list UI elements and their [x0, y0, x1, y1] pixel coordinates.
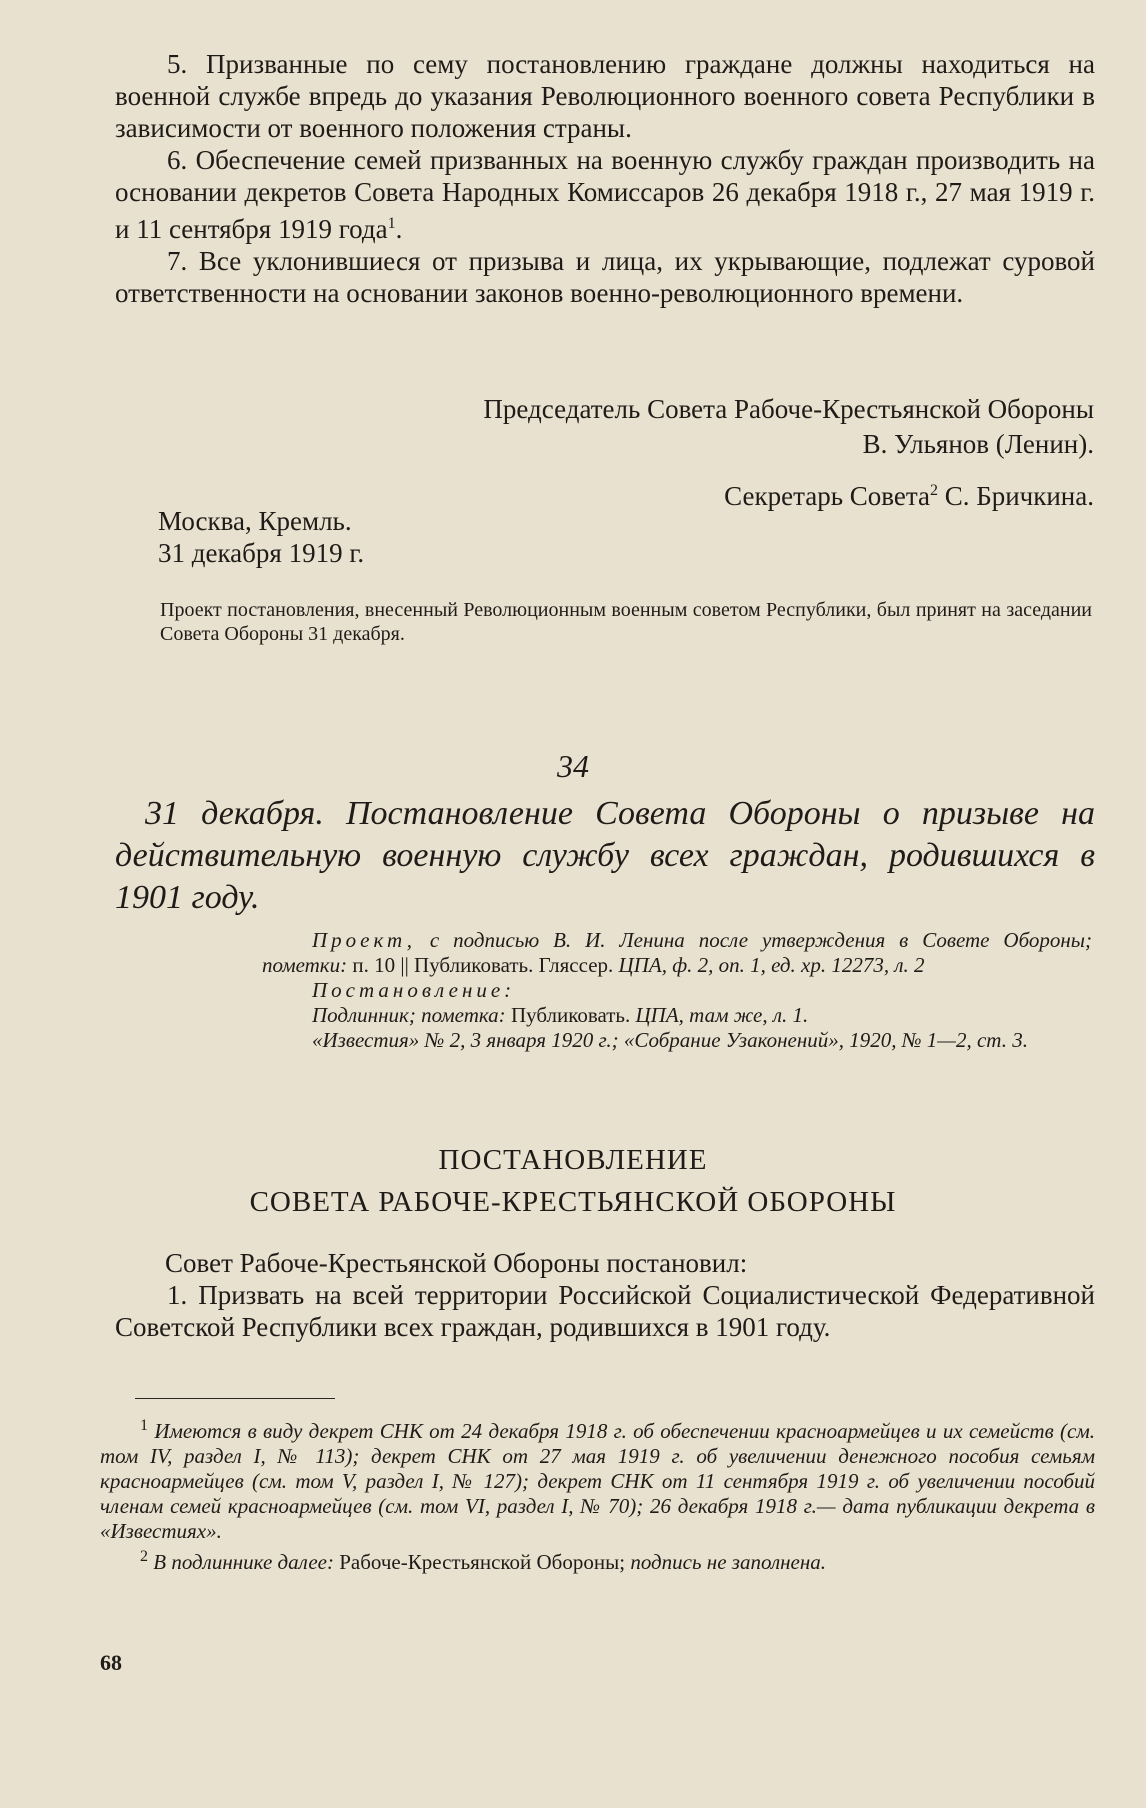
- date: 31 декабря 1919 г.: [158, 538, 365, 568]
- source-note: Проект, с подписью В. И. Ленина после утверждения в Совете Обороны; пометки: п. 10 || Публиковать. Гляссер. ЦПА, ф. 2, оп. 1, ед. хр. 12273, л. 2 Постановление: Подлинник; пометка: Публиковать. ЦПА, там же, л. 1. «Известия» № 2, 3 января 1920 г.; «Собрание Узаконений», 1920, № 1—2, ст. 3.: [262, 928, 1092, 1052]
- document-number: 34: [557, 748, 589, 784]
- footnotes: [100, 1413, 1095, 1575]
- chair-name: В. Ульянов (Ленин).: [862, 429, 1094, 459]
- paragraph-5: 5. Призванные по сему постановлению граждане должны находиться на военной службе впредь до указания Революционного военного совета Республики в зависимости от военного положения страны.: [115, 49, 1095, 143]
- footnote-2: $^2$ В подлиннике далее: Рабоче-Крестьянской Обороны; подпись не заполнена.: [140, 1548, 827, 1574]
- place: Москва, Кремль.: [158, 506, 352, 536]
- page-number: 68: [100, 1650, 122, 1675]
- footnote-1: $^1$ Имеются в виду декрет СНК от 24 декабря 1918 г. об обеспечении красноармейцев и их семейств (см. том IV, раздел I, № 113); декрет СНК от 27 мая 1919 г. об увеличении денежного пособия семьям красноармейцев (см. том V, раздел I, № 127); декрет СНК от 11 сентября 1919 г. об увеличении пособий членам семей красноармейцев (см. том VI, раздел I, № 70); 26 декабря 1918 г.— дата публикации декрета в «Известиях».: [100, 1417, 1095, 1543]
- editorial-note: Проект постановления, внесенный Революционным военным советом Республики, был принят на заседании Совета Обороны 31 декабря.: [160, 599, 1092, 645]
- footnote-ref-1: 1: [387, 215, 396, 232]
- decree-heading-2: СОВЕТА РАБОЧЕ-КРЕСТЬЯНСКОЙ ОБОРОНЫ: [249, 1186, 897, 1218]
- decree-body: [115, 1247, 1095, 1343]
- secretary-signature: Секретарь Совета$^2$ С. Бричкина.: [724, 481, 1094, 511]
- decree-paragraph-1: 1. Призвать на всей территории Российской Социалистической Федеративной Советской Республики всех граждан, родившихся в 1901 году.: [115, 1280, 1095, 1342]
- document-title: 31 декабря. Постановление Совета Обороны о призыве на действительную военную службу всех граждан, родившихся в 1901 году.: [115, 795, 1095, 916]
- decree-heading-1: ПОСТАНОВЛЕНИЕ: [438, 1144, 708, 1176]
- paragraph-6: 6. Обеспечение семей призванных на военную службу граждан производить на основании декретов Совета Народных Комиссаров 26 декабря 1918 г., 27 мая 1919 г. и 11 сентября 1919 года$^1$.: [115, 145, 1095, 244]
- footnote-divider: [135, 1398, 335, 1399]
- continued-decree-text: [115, 48, 1095, 309]
- decree-intro: Совет Рабоче-Крестьянской Обороны постановил:: [165, 1248, 748, 1278]
- footnote-ref-2: 2: [929, 482, 938, 499]
- paragraph-7: 7. Все уклонившиеся от призыва и лица, их укрывающие, подлежат суровой ответственности на основании законов военно-революционного времени.: [115, 246, 1095, 308]
- chair-title: Председатель Совета Рабоче-Крестьянской Обороны: [483, 394, 1094, 424]
